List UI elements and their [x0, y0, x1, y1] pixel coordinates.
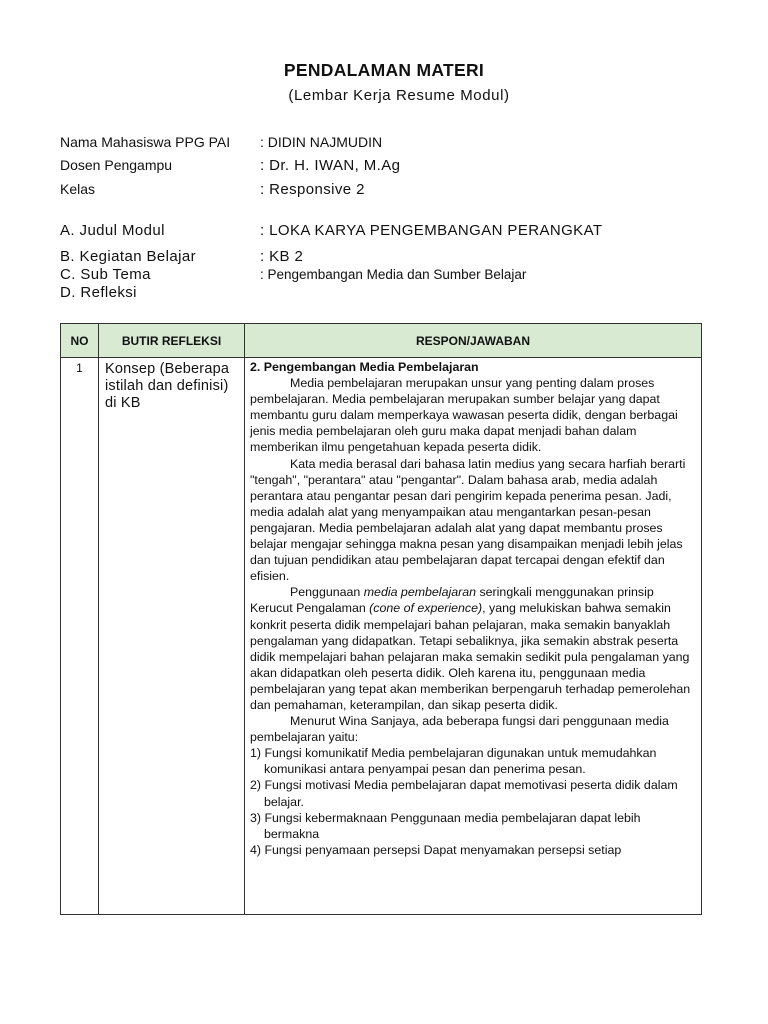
response-paragraph: Media pembelajaran merupakan unsur yang penting dalam proses pembelajaran. Media pembelajaran merupakan sumber belajar yang dapat membantu guru dalam memperkaya wawasan peserta didik, dengan berbagai jenis media pembelajaran oleh guru maka dapat menjadi bahan dalam memberikan ilmu pengetahuan kepada peserta didik. [250, 376, 678, 455]
identity-value: : Responsive 2 [260, 181, 365, 198]
italic-term: media pembelajaran [363, 585, 477, 600]
module-label: A. Judul Modul [60, 222, 165, 239]
document-subtitle: (Lembar Kerja Resume Modul) [288, 87, 510, 104]
module-label: B. Kegiatan Belajar [60, 248, 197, 265]
identity-label: Kelas [60, 181, 96, 197]
response-heading: 2. Pengembangan Media Pembelajaran [250, 360, 479, 374]
module-label: C. Sub Tema [60, 266, 151, 283]
text-run: , yang melukiskan bahwa semakin konkrit peserta didik mempelajari bahan pelajaran, maka semakin banyaklah pengalaman yang didapatkan. Tetapi sebaliknya, jika semakin abstrak peserta didik mempelajari bahan pelajaran maka semakin sedikit pula pengalaman yang akan didapatkan oleh peserta didik. Oleh karena itu, penggunaan media pembelajaran yang tepat akan memberikan berpengaruh terhadap pemerolehan dan pemahaman, keterampilan, dan sikap peserta didik. [250, 601, 691, 712]
response-paragraph: Menurut Wina Sanjaya, ada beberapa fungsi dari penggunaan media pembelajaran yaitu: [250, 714, 669, 745]
header-no: NO [61, 324, 99, 358]
table-header-row [61, 324, 702, 358]
row-response [245, 358, 702, 915]
identity-label: Dosen Pengampu [60, 157, 173, 173]
identity-value: : Dr. H. IWAN, M.Ag [260, 157, 401, 174]
document-title: PENDALAMAN MATERI [283, 60, 485, 80]
row-number: 1 [61, 358, 99, 915]
list-item: 2) Fungsi motivasi Media pembelajaran dapat memotivasi peserta didik dalam belajar. [250, 778, 678, 809]
module-value: : Pengembangan Media dan Sumber Belajar [260, 267, 527, 282]
text-run: seringkali menggunakan prinsip Kerucut Pengalaman [250, 585, 654, 616]
response-paragraph: Kata media berasal dari bahasa latin medius yang secara harfiah berarti "tengah", "perantara" atau "pengantar". Dalam bahasa arab, media adalah perantara atau pengantar pesan dari pengirim kepada penerima pesan. Jadi, media adalah alat yang menyampaikan atau mengantarkan pesan-pesan pengajaran. Media pembelajaran adalah alat yang dapat membantu proses belajar mengajar sehingga makna pesan yang disampaikan menjadi lebih jelas dan tujuan pendidikan atau pembelajaran dapat tercapai dengan efektif dan efisien. [250, 456, 686, 584]
identity-value: : DIDIN NAJMUDIN [260, 134, 383, 150]
text-run: Penggunaan [290, 585, 364, 600]
table-row [61, 358, 702, 915]
response-paragraph [250, 584, 697, 713]
identity-label: Nama Mahasiswa PPG PAI [60, 134, 231, 150]
row-butir: Konsep (Beberapa istilah dan definisi) di KB [99, 358, 245, 915]
italic-term: (cone of experience) [369, 601, 483, 616]
list-item: 4) Fungsi penyamaan persepsi Dapat menyamakan persepsi setiap [250, 842, 622, 857]
header-butir-refleksi: BUTIR REFLEKSI [99, 324, 245, 358]
list-item: 3) Fungsi kebermaknaan Penggunaan media pembelajaran dapat lebih bermakna [250, 810, 641, 841]
list-item: 1) Fungsi komunikatif Media pembelajaran digunakan untuk memudahkan komunikasi antara penyampai pesan dan penerima pesan. [250, 746, 657, 777]
module-value: : KB 2 [260, 248, 304, 265]
module-value: : LOKA KARYA PENGEMBANGAN PERANGKAT [260, 222, 603, 239]
module-label: D. Refleksi [60, 284, 137, 301]
reflection-table [60, 323, 702, 915]
header-respon-jawaban: RESPON/JAWABAN [245, 324, 702, 358]
